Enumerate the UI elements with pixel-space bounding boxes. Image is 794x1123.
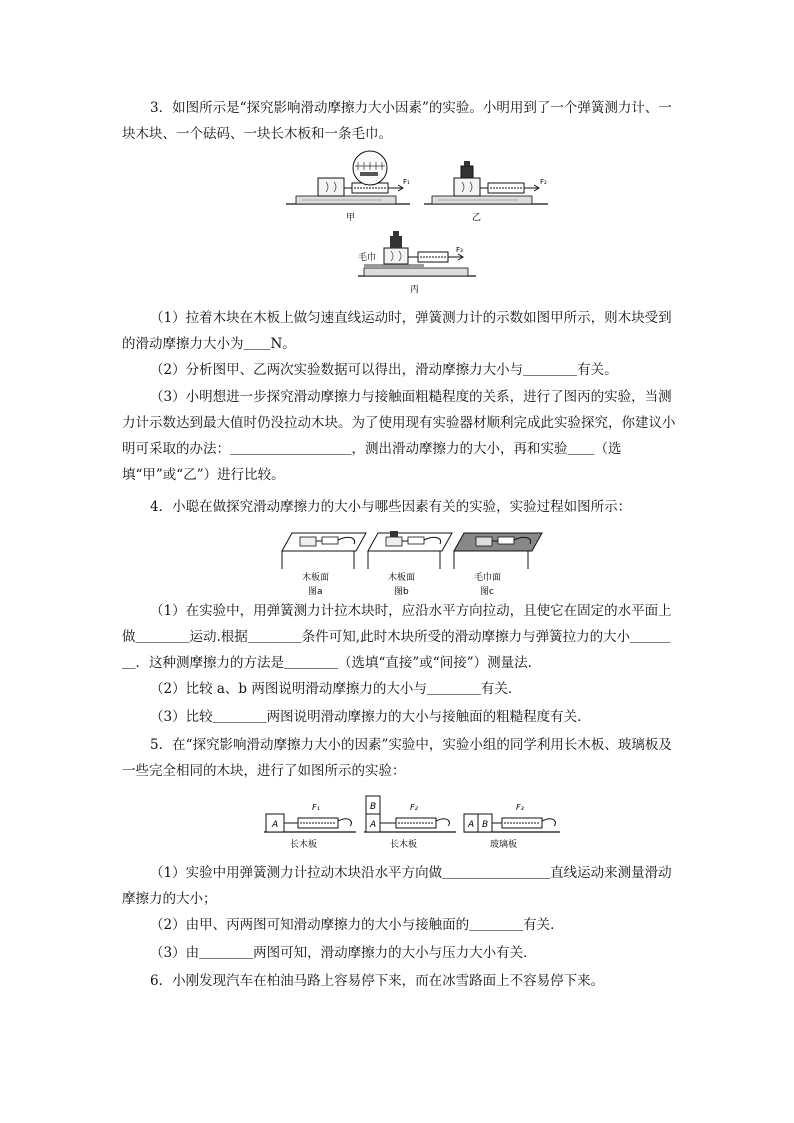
fig-b-surface: 木板面 bbox=[388, 573, 416, 583]
q5-part2: （2）由甲、丙两图可知滑动摩擦力的大小与接触面的＿＿＿＿有关． bbox=[150, 917, 564, 933]
q4-part1: （1）在实验中，用弹簧测力计拉木块时，应沿水平方向拉动，且使它在固定的水平面上做＿＿＿＿运动.根据＿＿＿＿条件可知,此时木块所受的滑动摩擦力与弹簧拉力的大小＿＿＿＿．这种测摩擦力的方法是＿＿＿＿（选填“直接”或“间接”）测量法． bbox=[122, 603, 672, 671]
setup-5-1 bbox=[264, 803, 356, 850]
q3-figure-jia-yi bbox=[282, 148, 552, 228]
setup-5-2 bbox=[364, 796, 456, 850]
q5-part3: （3）由＿＿＿＿两图可知，滑动摩擦力的大小与压力大小有关． bbox=[150, 945, 537, 961]
q6-intro: 6．小刚发现汽车在柏油马路上容易停下来，而在冰雪路面上不容易停下来。 bbox=[150, 973, 605, 989]
block-b-2: B bbox=[370, 802, 377, 812]
block-a-2: A bbox=[370, 820, 377, 830]
q5-figure bbox=[264, 790, 564, 852]
setup-c bbox=[454, 533, 542, 569]
surface-1: 长木板 bbox=[290, 840, 318, 850]
setup-5-3 bbox=[464, 803, 560, 850]
q5-part1: （1）实验中用弹簧测力计拉动木块沿水平方向做＿＿＿＿＿＿＿＿直线运动来测量滑动摩擦力的大小； bbox=[122, 865, 672, 907]
setup-jia bbox=[286, 151, 410, 223]
maojin-label: 毛巾 bbox=[358, 253, 377, 263]
block-b-3: B bbox=[482, 820, 489, 830]
fig-a-surface: 木板面 bbox=[302, 573, 330, 583]
setup-yi bbox=[424, 161, 548, 223]
q4-intro: 4．小聪在做探究滑动摩擦力的大小与哪些因素有关的实验，实验过程如图所示： bbox=[150, 499, 632, 515]
f1-5-label: F₁ bbox=[312, 803, 320, 812]
f1-label: F₁ bbox=[403, 178, 410, 186]
yi-label: 乙 bbox=[472, 213, 482, 223]
fig-a-name: 图a bbox=[308, 587, 323, 597]
fig-c-surface: 毛巾面 bbox=[474, 573, 502, 583]
jia-label: 甲 bbox=[346, 213, 356, 223]
q5-intro: 5．在“探究影响滑动摩擦力大小的因素”实验中，实验小组的同学利用长木板、玻璃板及一些完全相同的木块，进行了如图所示的实验： bbox=[122, 737, 672, 779]
q4-figure bbox=[278, 523, 550, 599]
block-a: A bbox=[272, 820, 279, 830]
fig-c-name: 图c bbox=[480, 587, 494, 597]
block-a-3: A bbox=[468, 820, 475, 830]
f3-5-label: F₃ bbox=[516, 803, 524, 812]
bing-label: 丙 bbox=[410, 285, 420, 295]
surface-3: 玻璃板 bbox=[490, 840, 518, 850]
q3-part2: （2）分析图甲、乙两次实验数据可以得出，滑动摩擦力大小与＿＿＿＿有关。 bbox=[150, 362, 618, 378]
q4-part2: （2）比较 a、b 两图说明滑动摩擦力的大小与＿＿＿＿有关． bbox=[150, 681, 522, 697]
q3-part3: （3）小明想进一步探究滑动摩擦力与接触面粗糙程度的关系，进行了图丙的实验，当测力计示数达到最大值时仍没拉动木块。为了使用现有实验器材顺利完成此实验探究，你建议小明可采取的办法：＿＿＿＿＿＿＿＿＿，测出滑动摩擦力的大小，再和实验＿＿（选填“甲”或“乙”）进行比较。 bbox=[122, 389, 676, 483]
f2-label: F₂ bbox=[540, 178, 547, 186]
q3-figure-bing bbox=[356, 226, 481, 298]
setup-a bbox=[282, 533, 366, 569]
q3-part1: （1）拉着木块在木板上做匀速直线运动时，弹簧测力计的示数如图甲所示，则木块受到的滑动摩擦力大小为＿＿N。 bbox=[122, 310, 672, 352]
surface-2: 长木板 bbox=[390, 840, 418, 850]
fig-b-name: 图b bbox=[394, 587, 409, 597]
q4-part3: （3）比较＿＿＿＿两图说明滑动摩擦力的大小与接触面的粗糙程度有关． bbox=[150, 709, 591, 725]
q3-intro: 3．如图所示是“探究影响滑动摩擦力大小因素”的实验。小明用到了一个弹簧测力计、一块木块、一个砝码、一块长木板和一条毛巾。 bbox=[122, 100, 672, 142]
f3-label: F₃ bbox=[456, 246, 463, 254]
setup-b bbox=[368, 531, 452, 569]
f2-5-label: F₂ bbox=[410, 803, 418, 812]
